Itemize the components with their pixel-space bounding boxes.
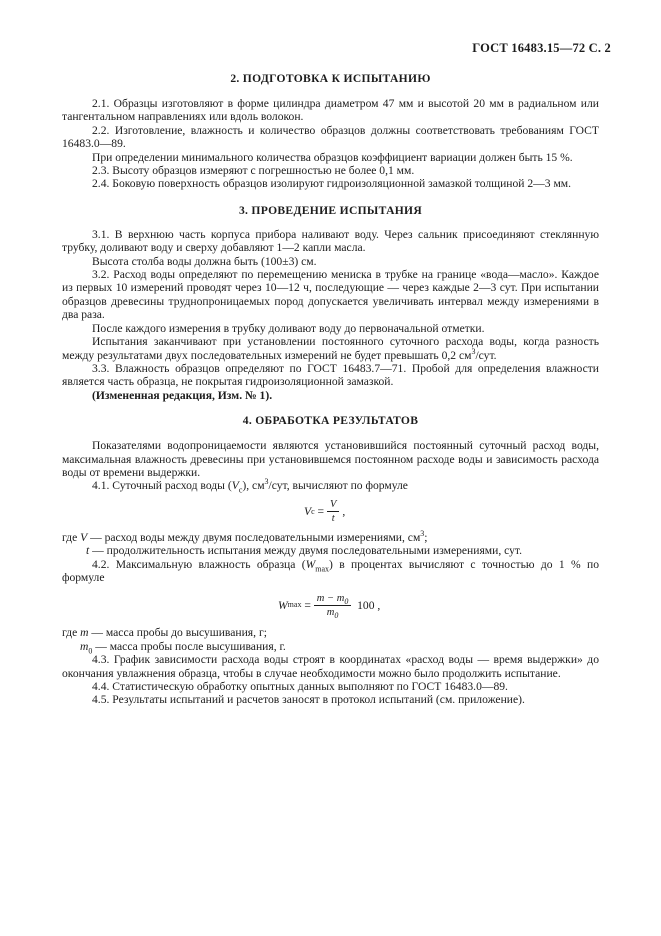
para-3-2-refill: После каждого измерения в трубку доливают воду до первоначальной отметки. — [92, 321, 485, 335]
where-v-text: — расход воды между двумя последовательными измерениями, см — [87, 530, 421, 544]
where-m0-sub: 0 — [88, 646, 93, 656]
para-4-intro: Показателями водопроницаемости являются установившийся постоянный суточный расход воды, максимальная влажность древесины при установившемся постоянном расходе воды и зависимость расхода воды от времени выдержки. — [62, 439, 599, 479]
where-m-text: — масса пробы до высушивания, г; — [88, 626, 267, 640]
para-2-2: 2.2. Изготовление, влажность и количество образцов должны соответствовать требованиям ГОСТ 16483.0—89. — [62, 123, 599, 151]
formula-2-denominator — [314, 606, 352, 619]
para-2-2-note: При определении минимального количества образцов коэффициент вариации должен быть 15 %. — [92, 150, 573, 164]
para-4-1 — [62, 477, 599, 495]
per-day-unit: /сут. — [475, 348, 497, 362]
para-4-4: 4.4. Статистическую обработку опытных данных выполняют по ГОСТ 16483.0—89. — [92, 680, 508, 693]
where-m-lead: где — [62, 626, 81, 640]
section-3-title: 3. ПРОВЕДЕНИЕ ИСПЫТАНИЯ — [238, 203, 423, 217]
formula-1-numerator: V — [327, 498, 339, 512]
formula-daily-flow: V c = $\frac{V}{t}$ , — [304, 499, 346, 525]
where-t-text: — продолжительность испытания между двумя последовательными измерениями, сут. — [89, 544, 523, 558]
formula-max-moisture: W max = $\frac{m - m_0}{m_0}$ 100 , — [278, 592, 381, 620]
formula-2-numerator-sub: 0 — [344, 596, 349, 606]
formula-1-end: , — [339, 505, 346, 519]
page-header: ГОСТ 16483.15—72 С. 2 — [472, 41, 611, 55]
where-m0-var: m — [80, 639, 89, 653]
para-4-1-unit: ), см — [242, 479, 265, 493]
para-3-2-end-text: Испытания заканчивают при установлении постоянного суточного расхода воды, когда разность между результатами двух последовательных измерений не будет превышать 0,2 см — [62, 335, 599, 362]
para-3-3: 3.3. Влажность образцов определяют по ГОСТ 16483.7—71. Пробой для определения влажности является часть образца, не покрытая гидроизоляционной замазкой. — [62, 361, 599, 389]
formula-2-denominator-sub: 0 — [334, 610, 339, 620]
where-t-var: t — [86, 544, 90, 558]
para-4-5: 4.5. Результаты испытаний и расчетов заносят в протокол испытаний (см. приложение). — [92, 693, 525, 707]
para-2-1: 2.1. Образцы изготовляют в форме цилиндра диаметром 47 мм и высотой 20 мм в радиальном или тангентальном направлениях или вдоль волокон. — [62, 97, 599, 124]
where-v-lead: где — [62, 530, 81, 544]
formula-1-fraction — [327, 498, 339, 525]
formula-2-numerator-text: m − m — [316, 592, 345, 604]
formula-2-equals: = — [301, 598, 314, 612]
sub-max: max — [315, 563, 330, 573]
formula-1-equals: = — [314, 505, 327, 519]
sub-c: c — [238, 485, 243, 495]
document-body — [62, 72, 599, 707]
para-3-2: 3.2. Расход воды определяют по перемещению мениска в трубке на границе «вода—масло». Каждое из первых 10 измерений проводят через 10—12 ч, последующие — через каждые 2—3 сут. При испытании образцов древесины труднопроницаемых пород допускается увеличивать интервал между измерениями в два раза. — [62, 268, 599, 322]
where-m — [62, 626, 599, 639]
formula-2-denominator-text: m — [326, 606, 335, 618]
section-2-title: 2. ПОДГОТОВКА К ИСПЫТАНИЮ — [230, 72, 431, 85]
para-3-1-height: Высота столба воды должна быть (100±3) см. — [92, 254, 317, 268]
cm3-superscript: 3 — [471, 346, 476, 356]
para-4-2 — [62, 558, 599, 585]
var-w: W — [305, 557, 316, 571]
sup-3: 3 — [264, 477, 269, 487]
formula-2-lhs: W — [278, 598, 288, 612]
para-4-3: 4.3. График зависимости расхода воды строят в координатах «расход воды — время выдержки» до окончания увлажнения образца, чтобы в случае необходимости можно было продолжить испытание. — [62, 653, 599, 680]
para-3-1: 3.1. В верхнюю часть корпуса прибора наливают воду. Через сальник присоединяют стеклянную трубку, доливают воду и сверху добавляют 1—2 капли масла. — [62, 227, 599, 255]
where-v-end: ; — [424, 530, 428, 544]
formula-1-denominator: t — [331, 513, 335, 525]
para-2-4: 2.4. Боковую поверхность образцов изолируют гидроизоляционной замазкой толщиной 2—3 мм. — [92, 177, 572, 191]
para-2-3: 2.3. Высоту образцов измеряют с погрешностью не более 0,1 мм. — [92, 164, 415, 178]
section-4-title: 4. ОБРАБОТКА РЕЗУЛЬТАТОВ — [242, 414, 419, 428]
where-v — [62, 528, 599, 544]
where-m-var: m — [80, 626, 89, 640]
para-4-1-text: 4.1. Суточный расход воды ( — [92, 479, 232, 493]
where-m0-text: — масса пробы после высушивания, г. — [92, 639, 286, 653]
para-4-2-text: 4.2. Максимальную влажность образца ( — [92, 557, 306, 571]
para-4-1-end: /сут, вычисляют по формуле — [268, 479, 408, 493]
formula-2-end: 100 , — [351, 598, 381, 612]
amendment-note: (Измененная редакция, Изм. № 1). — [92, 388, 273, 402]
formula-2-numerator — [314, 592, 352, 606]
var-v: V — [231, 479, 239, 493]
para-3-2-end — [62, 335, 599, 362]
where-v-sup: 3 — [420, 528, 425, 538]
formula-2-fraction — [314, 592, 352, 619]
para-4-2-end: ) в процентах вычисляют с точностью до 1 % по формуле — [62, 557, 599, 584]
where-t — [62, 544, 599, 557]
where-m0 — [62, 639, 599, 656]
formula-1-lhs: V — [304, 505, 312, 519]
where-v-var: V — [80, 530, 88, 544]
